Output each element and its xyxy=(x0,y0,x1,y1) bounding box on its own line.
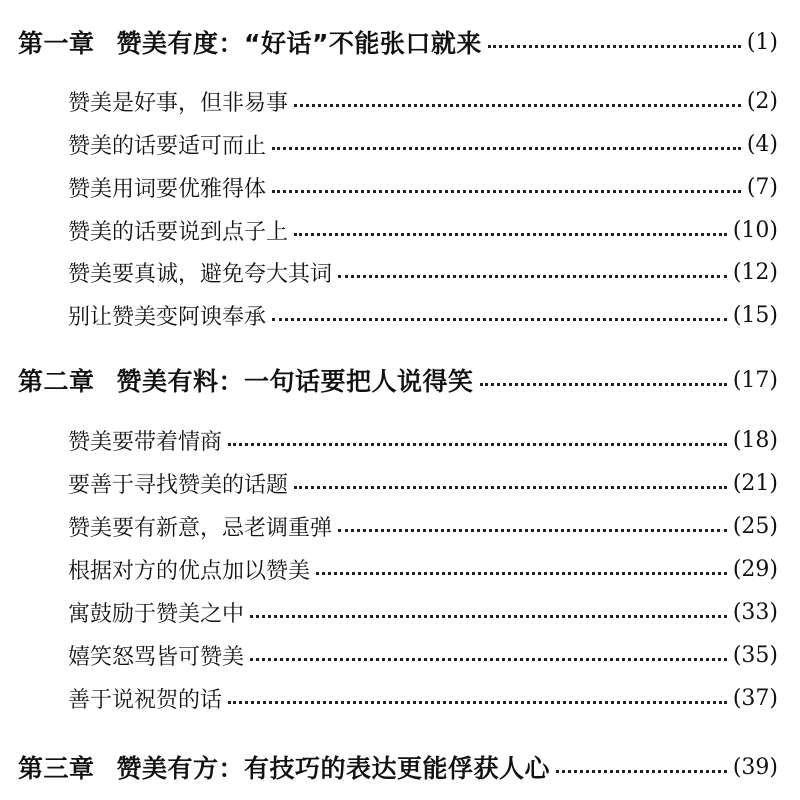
toc-entry[interactable] xyxy=(0,637,800,673)
entry-title: 嬉笑怒骂皆可赞美 xyxy=(68,644,245,670)
entry-title: 赞美是好事，但非易事 xyxy=(68,90,289,116)
dot-leader xyxy=(250,615,727,618)
chapter-number: 第二章 xyxy=(18,367,95,396)
toc-entry[interactable] xyxy=(0,594,800,630)
dot-leader xyxy=(480,383,727,386)
chapter-title: 赞美有料：一句话要把人说得笑 xyxy=(116,367,474,396)
entry-title: 赞美要有新意，忌老调重弹 xyxy=(68,515,333,541)
entry-title: 赞美要真诚，避免夸大其词 xyxy=(68,261,333,287)
toc-entry[interactable] xyxy=(0,212,800,248)
page-number: (1) xyxy=(746,29,778,55)
page-number: (12) xyxy=(732,259,778,285)
chapter-title: 赞美有度：“好话”不能张口就来 xyxy=(116,29,482,58)
toc-entry[interactable] xyxy=(0,83,800,119)
page-number: (18) xyxy=(732,427,778,453)
dot-leader xyxy=(556,770,727,773)
entry-title: 赞美的话要适可而止 xyxy=(68,133,267,159)
page-number: (37) xyxy=(732,685,778,711)
entry-title: 要善于寻找赞美的话题 xyxy=(68,472,289,498)
entry-title: 根据对方的优点加以赞美 xyxy=(68,558,311,584)
chapter-number: 第一章 xyxy=(18,29,95,58)
toc-entry[interactable] xyxy=(0,465,800,501)
chapter-number: 第三章 xyxy=(18,754,95,783)
page-number: (25) xyxy=(732,513,778,539)
toc-entry[interactable] xyxy=(0,508,800,544)
page-number: (2) xyxy=(746,88,778,114)
page-number: (15) xyxy=(732,302,778,328)
entry-title: 善于说祝贺的话 xyxy=(68,687,223,713)
page-number: (4) xyxy=(746,131,778,157)
dot-leader xyxy=(316,572,727,575)
dot-leader xyxy=(294,233,727,236)
dot-leader xyxy=(488,45,741,48)
page-number: (29) xyxy=(732,556,778,582)
toc-entry[interactable] xyxy=(0,422,800,458)
chapter-2-heading[interactable] xyxy=(0,362,800,398)
chapter-3-heading[interactable] xyxy=(0,749,800,785)
page-number: (33) xyxy=(732,599,778,625)
dot-leader xyxy=(338,275,727,278)
page-number: (35) xyxy=(732,642,778,668)
page-number: (7) xyxy=(746,174,778,200)
entry-title: 赞美用词要优雅得体 xyxy=(68,176,267,202)
toc-entry[interactable] xyxy=(0,551,800,587)
entry-title: 赞美的话要说到点子上 xyxy=(68,219,289,245)
chapter-1-heading[interactable] xyxy=(0,24,800,60)
chapter-title: 赞美有方：有技巧的表达更能俘获人心 xyxy=(116,754,551,783)
page-number: (10) xyxy=(732,217,778,243)
dot-leader xyxy=(250,658,727,661)
toc-entry[interactable] xyxy=(0,126,800,162)
page-number: (21) xyxy=(732,470,778,496)
entry-title: 寓鼓励于赞美之中 xyxy=(68,601,245,627)
toc-entry[interactable] xyxy=(0,680,800,716)
dot-leader xyxy=(338,529,727,532)
dot-leader xyxy=(228,443,727,446)
dot-leader xyxy=(272,190,741,193)
page-number: (17) xyxy=(732,367,778,393)
dot-leader xyxy=(272,147,741,150)
dot-leader xyxy=(228,701,727,704)
dot-leader xyxy=(294,486,727,489)
toc-entry[interactable] xyxy=(0,169,800,205)
toc-entry[interactable] xyxy=(0,254,800,290)
entry-title: 赞美要带着情商 xyxy=(68,429,223,455)
dot-leader xyxy=(294,104,741,107)
dot-leader xyxy=(272,318,727,321)
toc-entry[interactable] xyxy=(0,297,800,333)
entry-title: 别让赞美变阿谀奉承 xyxy=(68,304,267,330)
page-number: (39) xyxy=(732,754,778,780)
